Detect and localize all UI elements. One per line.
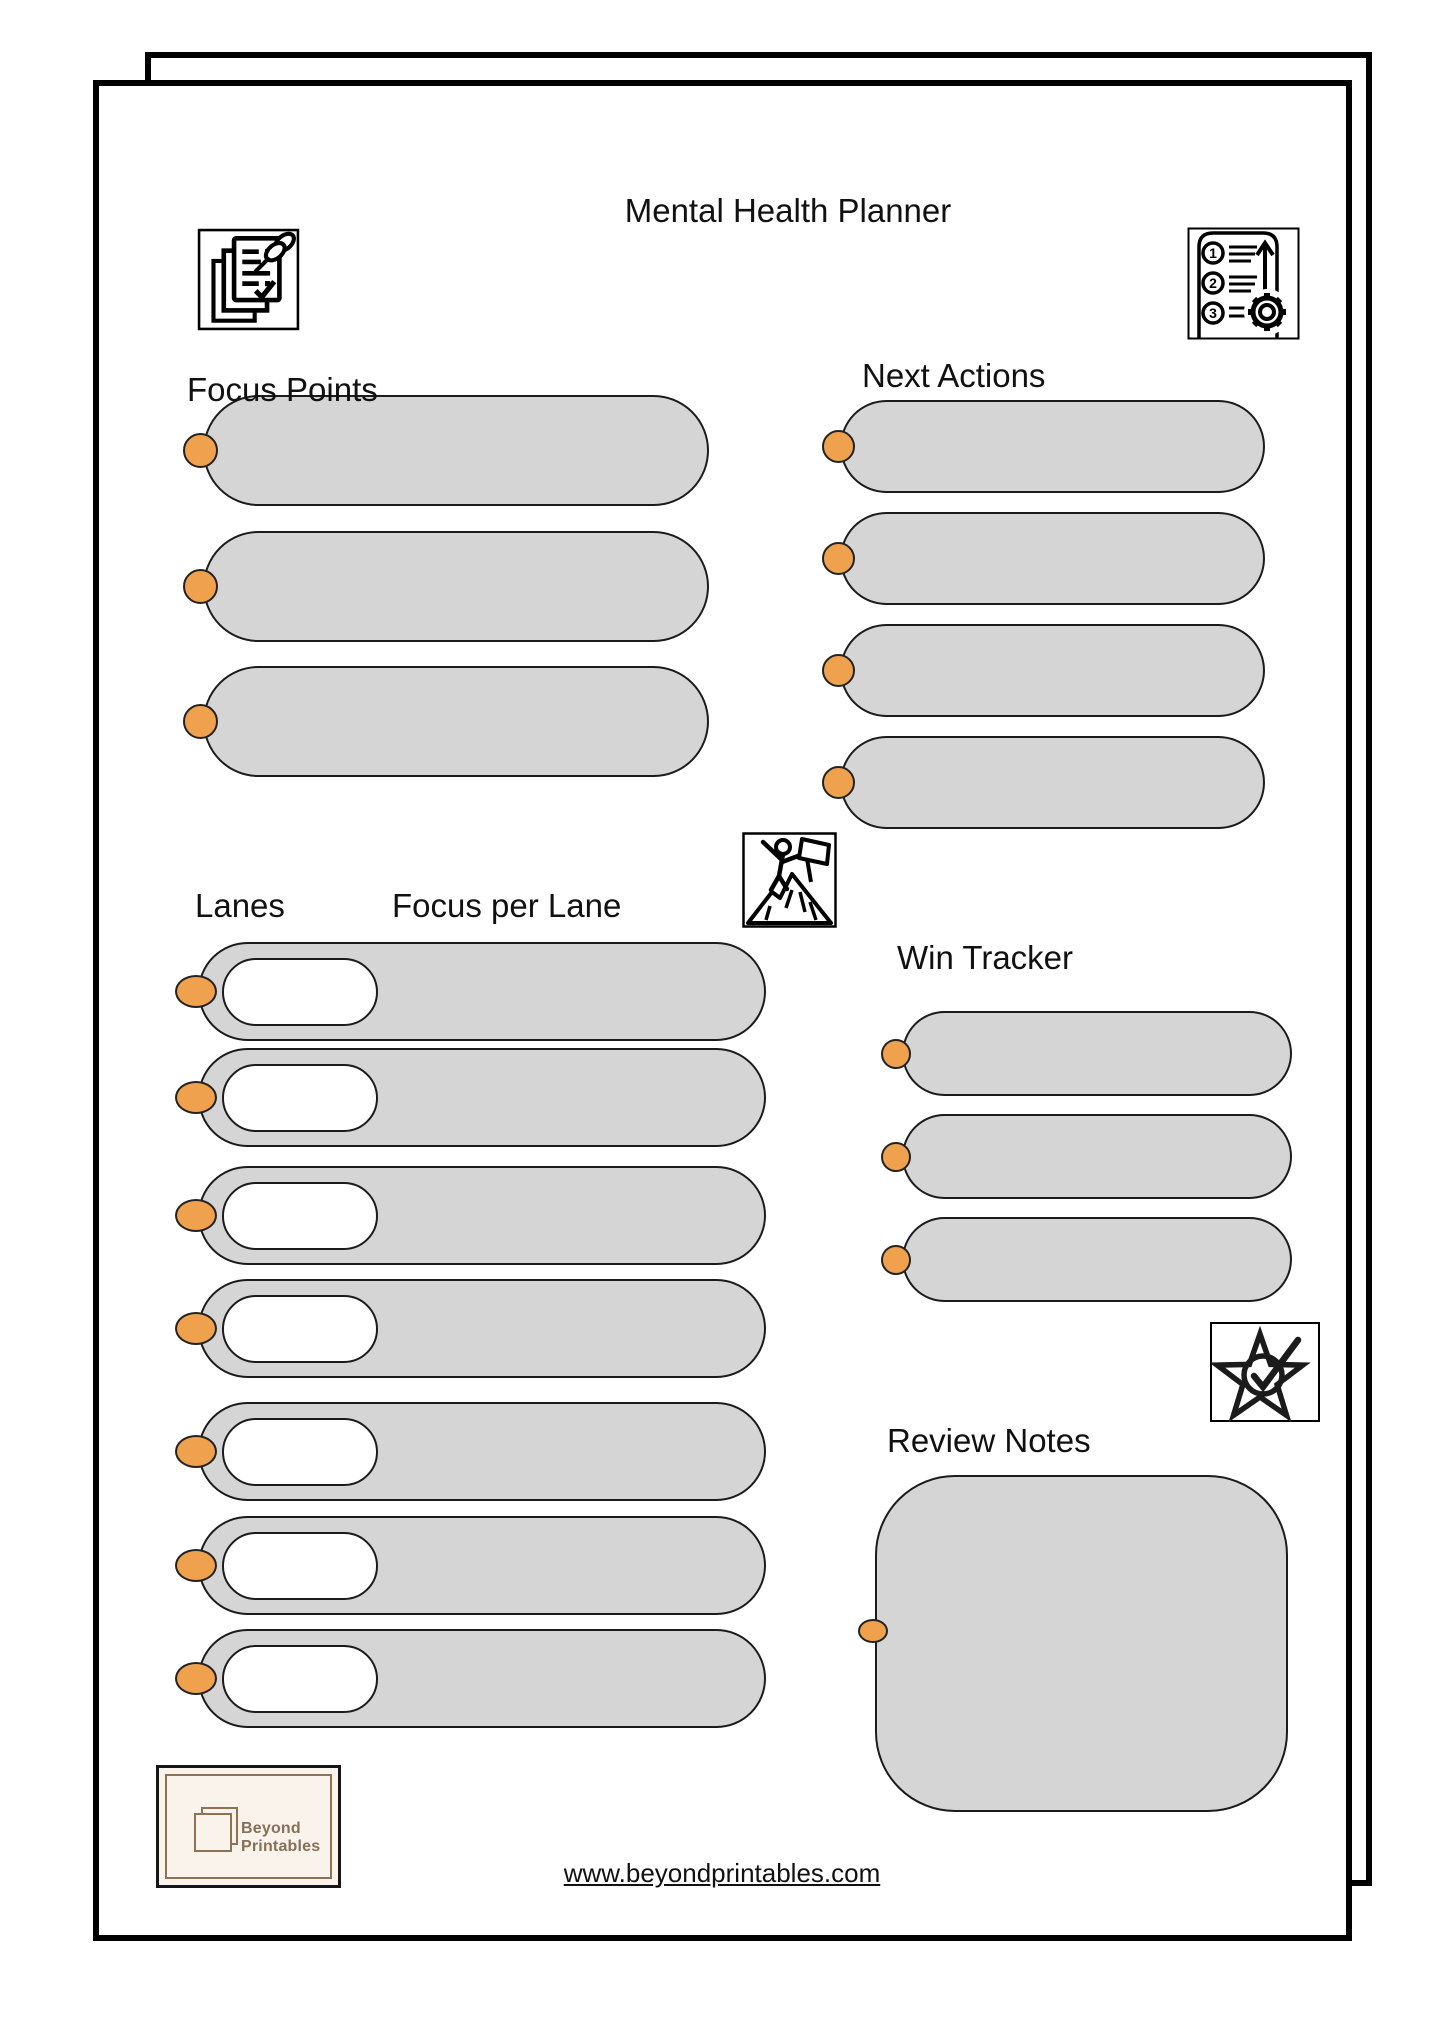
- summit-flag-icon: [742, 832, 837, 928]
- logo-word-line1: Beyond: [241, 1820, 301, 1837]
- next-field[interactable]: [840, 400, 1265, 493]
- svg-text:1: 1: [1209, 245, 1217, 261]
- review-notes-header: Review Notes: [887, 1422, 1091, 1459]
- website-link[interactable]: www.beyondprintables.com: [563, 1858, 881, 1888]
- logo-word-line2: Printables: [241, 1838, 321, 1855]
- numbered-process-icon: [1187, 227, 1300, 340]
- lanes-dot: [175, 1435, 217, 1468]
- focus-field[interactable]: [203, 666, 709, 777]
- lanes-inner-field[interactable]: [222, 1418, 378, 1486]
- win-dot: [881, 1245, 911, 1275]
- focus-per-lane-header: Focus per Lane: [392, 887, 622, 924]
- focus-field[interactable]: [203, 395, 709, 506]
- page-title: Mental Health Planner: [624, 192, 952, 229]
- lanes-dot: [175, 1199, 217, 1232]
- lanes-inner-field[interactable]: [222, 1645, 378, 1713]
- win-tracker-header: Win Tracker: [897, 939, 1074, 976]
- brand-logo: [156, 1765, 341, 1888]
- next-actions-header: Next Actions: [862, 357, 1046, 394]
- focus-dot: [183, 569, 218, 604]
- lanes-dot: [175, 975, 217, 1008]
- win-dot: [881, 1039, 911, 1069]
- win-field[interactable]: [902, 1011, 1292, 1096]
- focus-field[interactable]: [203, 531, 709, 642]
- svg-text:3: 3: [1209, 305, 1217, 321]
- review-notes-dot: [858, 1619, 888, 1643]
- focus-points-header: Focus Points: [187, 371, 378, 408]
- next-field[interactable]: [840, 512, 1265, 605]
- focus-dot: [183, 433, 218, 468]
- star-check-icon: [1210, 1322, 1320, 1422]
- lanes-inner-field[interactable]: [222, 1064, 378, 1132]
- logo-wordmark: [241, 1820, 320, 1856]
- next-dot: [822, 766, 855, 799]
- review-notes-box[interactable]: [875, 1475, 1288, 1812]
- logo-page-front-icon: [194, 1813, 232, 1852]
- next-field[interactable]: [840, 736, 1265, 829]
- next-dot: [822, 654, 855, 687]
- win-dot: [881, 1142, 911, 1172]
- lanes-dot: [175, 1081, 217, 1114]
- svg-text:2: 2: [1209, 275, 1217, 291]
- focus-dot: [183, 704, 218, 739]
- next-dot: [822, 430, 855, 463]
- lanes-dot: [175, 1662, 217, 1695]
- win-field[interactable]: [902, 1217, 1292, 1302]
- pinned-notes-icon: [197, 228, 300, 331]
- lanes-inner-field[interactable]: [222, 1532, 378, 1600]
- lanes-dot: [175, 1312, 217, 1345]
- next-field[interactable]: [840, 624, 1265, 717]
- win-field[interactable]: [902, 1114, 1292, 1199]
- lanes-inner-field[interactable]: [222, 958, 378, 1026]
- lanes-inner-field[interactable]: [222, 1182, 378, 1250]
- next-dot: [822, 542, 855, 575]
- lanes-header: Lanes: [195, 887, 285, 924]
- lanes-inner-field[interactable]: [222, 1295, 378, 1363]
- lanes-dot: [175, 1549, 217, 1582]
